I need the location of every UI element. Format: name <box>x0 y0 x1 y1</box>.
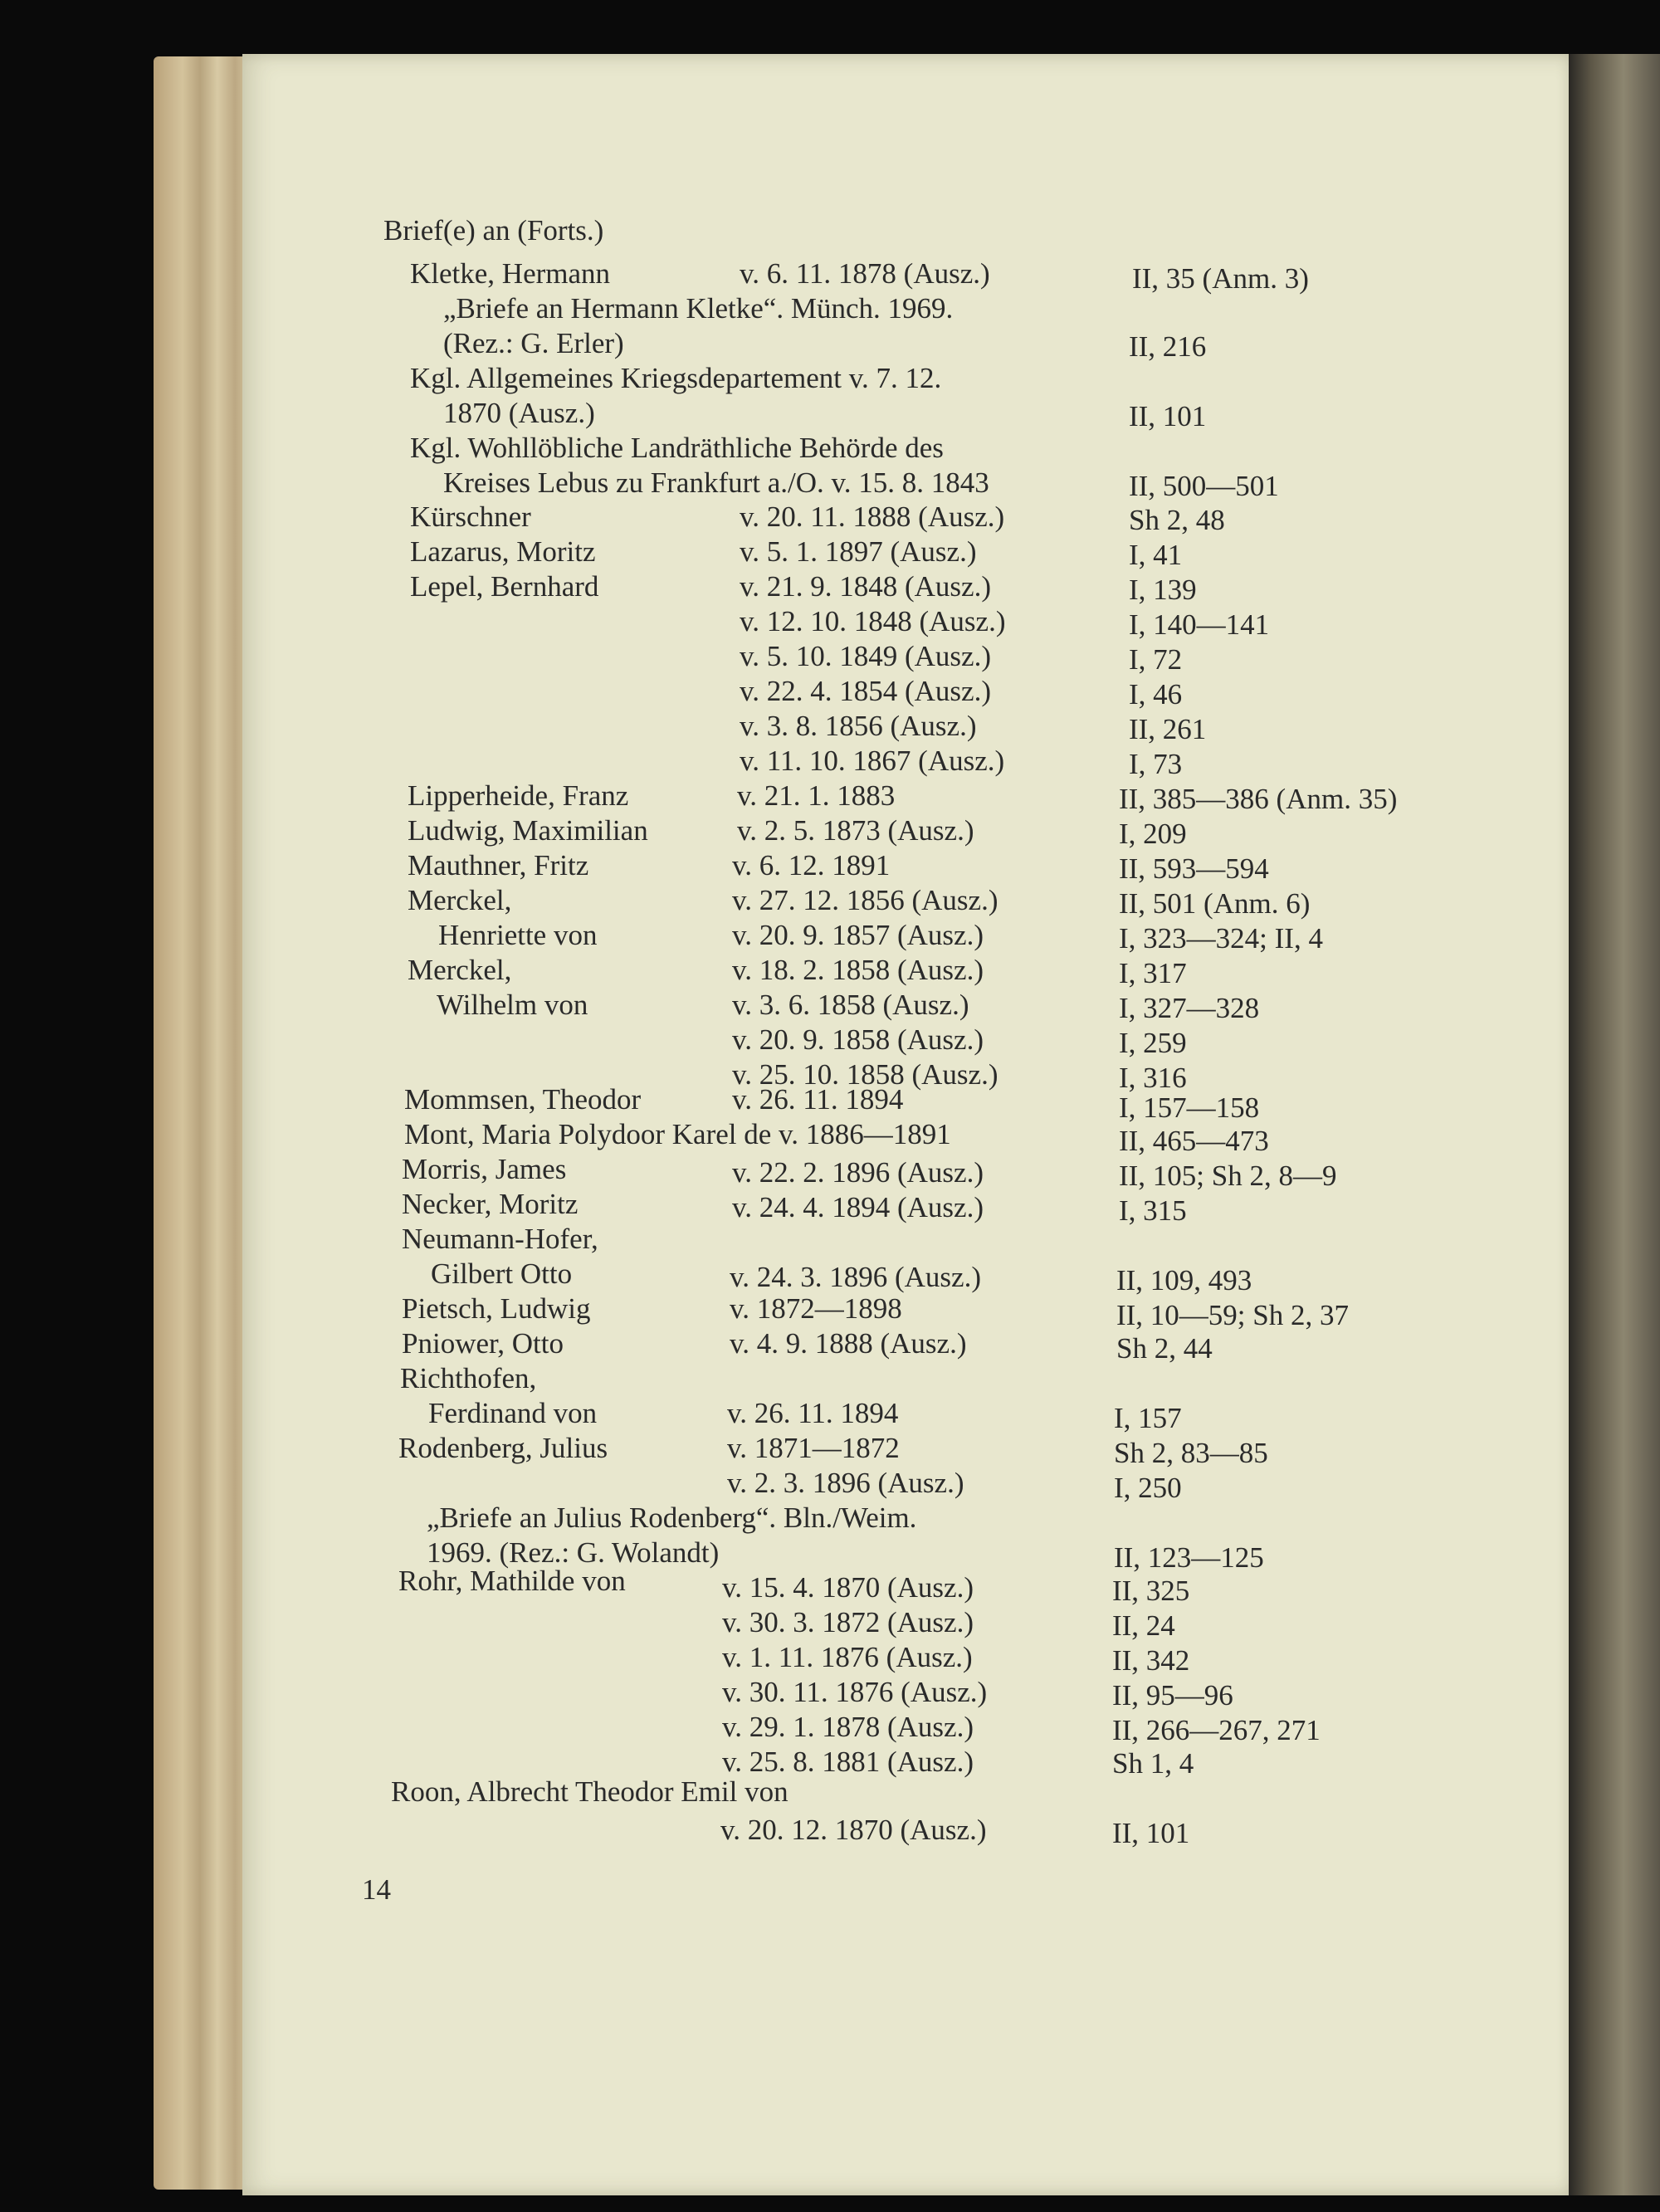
entry-reference: II, 24 <box>1112 1609 1175 1642</box>
entry-text: 1870 (Ausz.) <box>443 397 595 429</box>
entry-reference: I, 41 <box>1129 539 1183 571</box>
entry-note: „Briefe an Julius Rodenberg“. Bln./Weim. <box>427 1502 917 1534</box>
entry-reference: I, 209 <box>1119 818 1187 850</box>
entry-reference: II, 10—59; Sh 2, 37 <box>1116 1299 1349 1331</box>
entry-note: (Rez.: G. Erler) <box>443 327 624 359</box>
entry-date: v. 6. 11. 1878 (Ausz.) <box>740 257 990 290</box>
entry-reference: II, 266—267, 271 <box>1112 1714 1321 1746</box>
entry-reference: Sh 2, 48 <box>1129 504 1225 536</box>
entry-text: Roon, Albrecht Theodor Emil von <box>391 1775 788 1808</box>
entry-reference: Sh 2, 44 <box>1116 1332 1213 1365</box>
entry-name: Rodenberg, Julius <box>398 1432 608 1464</box>
entry-date: v. 12. 10. 1848 (Ausz.) <box>740 605 1006 637</box>
entry-date: v. 27. 12. 1856 (Ausz.) <box>732 884 998 916</box>
entry-reference: I, 250 <box>1114 1472 1182 1504</box>
entry-note: 1969. (Rez.: G. Wolandt) <box>427 1536 720 1569</box>
entry-name: Morris, James <box>402 1153 567 1185</box>
entry-date: v. 11. 10. 1867 (Ausz.) <box>740 745 1005 777</box>
entry-date: v. 25. 8. 1881 (Ausz.) <box>722 1746 974 1778</box>
entry-name: Mommsen, Theodor <box>404 1083 642 1116</box>
entry-reference: I, 72 <box>1129 643 1183 676</box>
entry-reference: I, 317 <box>1119 957 1187 989</box>
entry-name: Rohr, Mathilde von <box>398 1565 626 1597</box>
entry-name: Gilbert Otto <box>431 1257 573 1290</box>
entry-name: Mauthner, Fritz <box>408 849 589 881</box>
entry-reference: I, 259 <box>1119 1027 1187 1059</box>
entry-reference: I, 157 <box>1114 1402 1182 1434</box>
entry-reference: I, 316 <box>1119 1062 1187 1094</box>
entry-name: Wilhelm von <box>437 989 588 1021</box>
entry-reference: I, 323—324; II, 4 <box>1119 922 1323 955</box>
entry-name: Merckel, <box>408 954 512 986</box>
entry-reference: II, 500—501 <box>1129 470 1279 502</box>
entry-name: Merckel, <box>408 884 512 916</box>
entry-reference: II, 325 <box>1112 1575 1190 1607</box>
entry-reference: I, 140—141 <box>1129 608 1270 641</box>
entry-reference: I, 157—158 <box>1119 1091 1260 1124</box>
entry-reference: II, 105; Sh 2, 8—9 <box>1119 1160 1337 1192</box>
entry-date: v. 3. 8. 1856 (Ausz.) <box>740 710 977 742</box>
entry-date: v. 22. 4. 1854 (Ausz.) <box>740 675 991 707</box>
entry-reference: I, 46 <box>1129 678 1183 710</box>
entry-date: v. 26. 11. 1894 <box>727 1397 899 1429</box>
entry-date: v. 26. 11. 1894 <box>732 1083 904 1116</box>
entry-text: Mont, Maria Polydoor Karel de v. 1886—1891 <box>404 1118 951 1150</box>
entry-name: Necker, Moritz <box>402 1188 579 1220</box>
entry-date: v. 15. 4. 1870 (Ausz.) <box>722 1571 974 1604</box>
entry-date: v. 1872—1898 <box>730 1292 902 1325</box>
entry-reference: Sh 1, 4 <box>1112 1747 1194 1780</box>
entry-date: v. 5. 10. 1849 (Ausz.) <box>740 640 991 672</box>
entry-name: Kletke, Hermann <box>410 257 611 290</box>
entry-date: v. 20. 12. 1870 (Ausz.) <box>720 1814 987 1846</box>
entry-text: Kgl. Allgemeines Kriegsdepartement v. 7. 12. <box>410 362 942 394</box>
entry-reference: II, 465—473 <box>1119 1125 1269 1157</box>
entry-reference: II, 95—96 <box>1112 1679 1233 1711</box>
entry-name: Henriette von <box>438 919 598 951</box>
entry-date: v. 18. 2. 1858 (Ausz.) <box>732 954 984 986</box>
entry-reference: Sh 2, 83—85 <box>1114 1437 1268 1469</box>
entry-date: v. 29. 1. 1878 (Ausz.) <box>722 1711 974 1743</box>
entry-name: Ferdinand von <box>428 1397 598 1429</box>
page-number: 14 <box>362 1873 391 1906</box>
entry-date: v. 25. 10. 1858 (Ausz.) <box>732 1058 998 1091</box>
entry-name: Lipperheide, Franz <box>408 779 629 812</box>
entry-reference: II, 216 <box>1129 330 1207 363</box>
entry-reference: II, 593—594 <box>1119 852 1269 885</box>
entry-reference: II, 385—386 (Anm. 35) <box>1119 783 1398 815</box>
entry-date: v. 3. 6. 1858 (Ausz.) <box>732 989 969 1021</box>
section-heading: Brief(e) an (Forts.) <box>383 214 604 247</box>
entry-date: v. 24. 4. 1894 (Ausz.) <box>732 1191 984 1223</box>
entry-name: Pietsch, Ludwig <box>402 1292 591 1325</box>
entry-text: Kreises Lebus zu Frankfurt a./O. v. 15. 8. 1843 <box>443 466 989 499</box>
entry-note: „Briefe an Hermann Kletke“. Münch. 1969. <box>443 292 954 325</box>
entry-date: v. 1. 11. 1876 (Ausz.) <box>722 1641 973 1673</box>
book-gutter-shadow <box>1569 54 1660 2195</box>
entry-name: Lazarus, Moritz <box>410 535 596 568</box>
entry-date: v. 2. 3. 1896 (Ausz.) <box>727 1467 964 1499</box>
entry-reference: II, 35 (Anm. 3) <box>1132 262 1309 295</box>
entry-reference: II, 101 <box>1129 400 1207 432</box>
entry-name: Ludwig, Maximilian <box>408 814 648 847</box>
entry-date: v. 2. 5. 1873 (Ausz.) <box>737 814 974 847</box>
entry-date: v. 21. 1. 1883 <box>737 779 896 812</box>
entry-name: Kürschner <box>410 501 531 533</box>
entry-name: Richthofen, <box>400 1362 537 1394</box>
entry-reference: II, 123—125 <box>1114 1541 1264 1574</box>
entry-date: v. 20. 11. 1888 (Ausz.) <box>740 501 1005 533</box>
entry-date: v. 20. 9. 1858 (Ausz.) <box>732 1023 984 1056</box>
entry-date: v. 4. 9. 1888 (Ausz.) <box>730 1327 967 1360</box>
entry-name: Neumann-Hofer, <box>402 1223 598 1255</box>
entry-date: v. 30. 11. 1876 (Ausz.) <box>722 1676 988 1708</box>
entry-reference: II, 109, 493 <box>1116 1264 1252 1296</box>
entry-reference: II, 342 <box>1112 1644 1190 1677</box>
entry-date: v. 24. 3. 1896 (Ausz.) <box>730 1261 981 1293</box>
entry-text: Kgl. Wohllöbliche Landräthliche Behörde des <box>410 432 944 464</box>
entry-date: v. 6. 12. 1891 <box>732 849 891 881</box>
entry-date: v. 1871—1872 <box>727 1432 900 1464</box>
entry-reference: II, 501 (Anm. 6) <box>1119 887 1311 920</box>
entry-date: v. 30. 3. 1872 (Ausz.) <box>722 1606 974 1638</box>
entry-date: v. 21. 9. 1848 (Ausz.) <box>740 570 991 603</box>
entry-reference: II, 261 <box>1129 713 1207 745</box>
entry-name: Pniower, Otto <box>402 1327 564 1360</box>
entry-reference: II, 101 <box>1112 1817 1190 1849</box>
entry-reference: I, 73 <box>1129 748 1183 780</box>
entry-date: v. 20. 9. 1857 (Ausz.) <box>732 919 984 951</box>
entry-reference: I, 139 <box>1129 574 1197 606</box>
entry-date: v. 5. 1. 1897 (Ausz.) <box>740 535 977 568</box>
entry-name: Lepel, Bernhard <box>410 570 599 603</box>
entry-date: v. 22. 2. 1896 (Ausz.) <box>732 1156 984 1189</box>
entry-reference: I, 327—328 <box>1119 992 1260 1024</box>
entry-reference: I, 315 <box>1119 1194 1187 1227</box>
